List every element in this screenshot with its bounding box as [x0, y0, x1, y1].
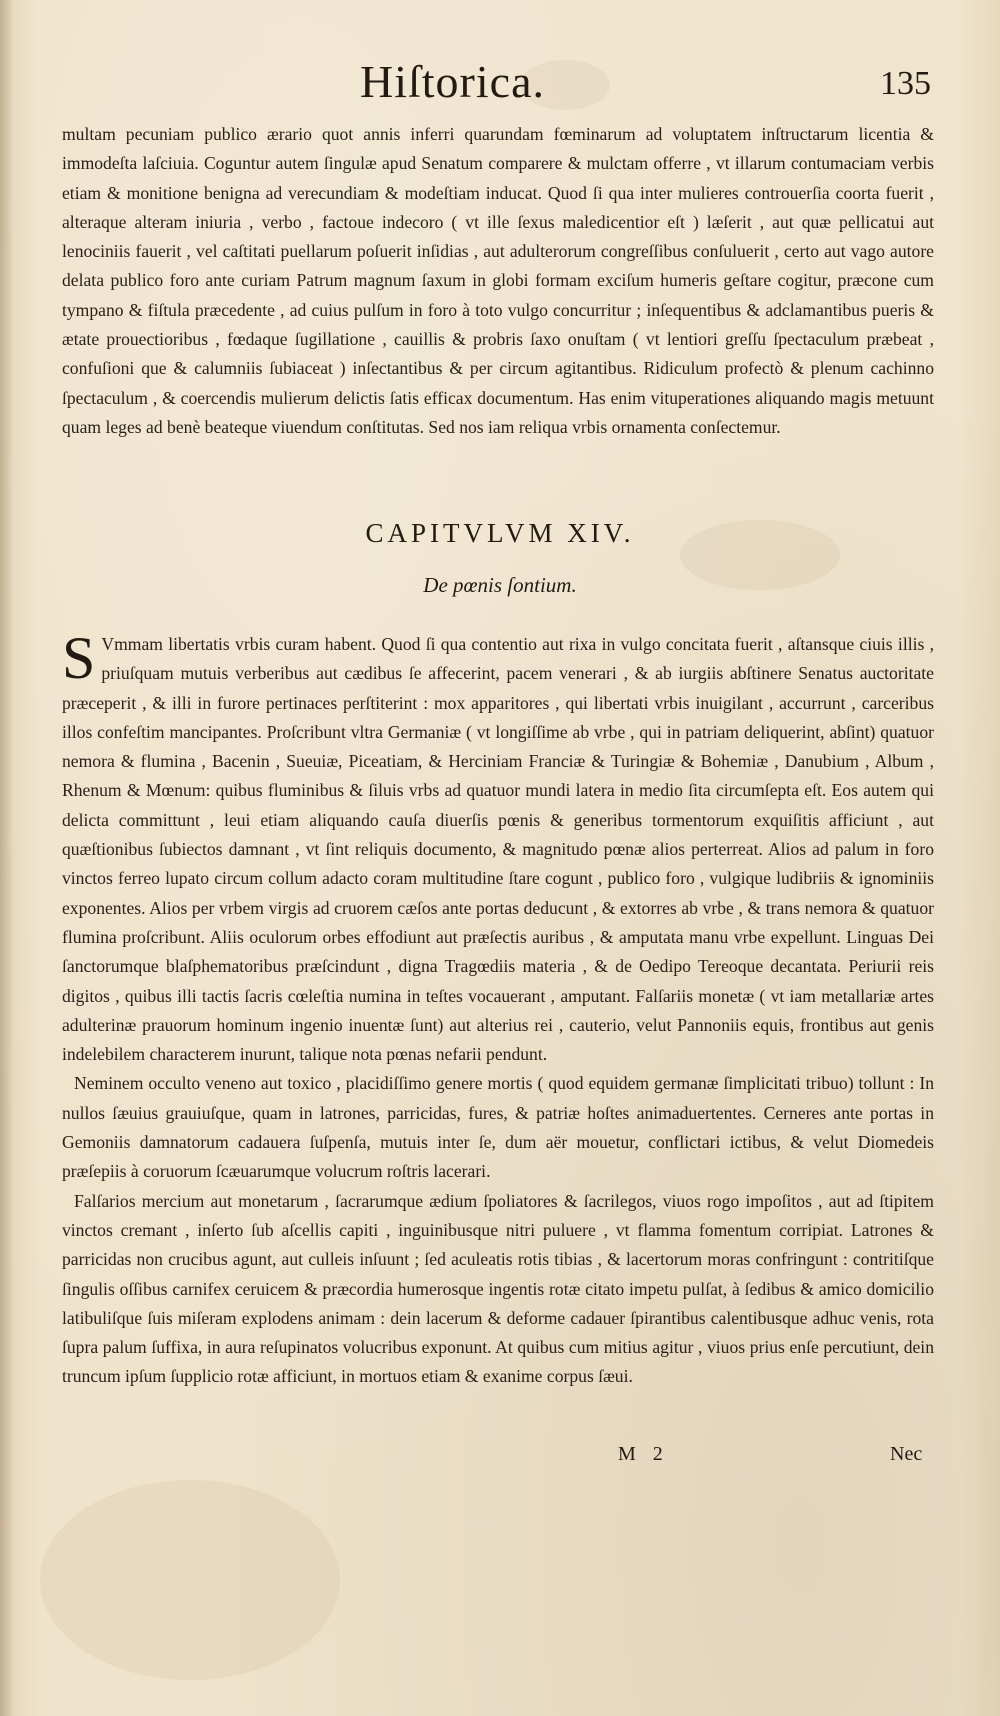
paragraph [62, 625, 934, 1069]
drop-cap: S [62, 625, 96, 691]
catchword: Nec [890, 1443, 923, 1465]
page-footer [0, 1443, 1000, 1483]
paragraph-text: Vmmam libertatis vrbis curam habent. Quod ſi qua contentio aut rixa in vulgo concitata fuerit , aſtansque ciuis illis , priuſquam mutuis verberibus aut cædibus ſe affecerint, pacem venerari , & ab iurgiis abſtinere Senatus auctoritate præceperit , & illi in furore pertinaces perſtiterint : mox apparitores , qui libertati vrbis inuigilant , accurrunt , carceribus illos confeſtim mancipantes. Proſcribunt vltra Germaniæ ( vt longiſſime ab vrbe , qui in patriam deliquerint, abſint) quatuor nemora & flumina , Bacenin , Sueuiæ, Piceatiam, & Herciniam Franciæ & Turingiæ & Bohemiæ , Danubium , Album , Rhenum & Mœnum: quibus fluminibus & ſiluis vrbs ad quatuor mundi latera in medio ſita circumſepta eſt. Eos autem qui delicta committunt , leui etiam aliquando cauſa diuerſis pœnis & generibus tormentorum exquiſitis afficiunt , aut quæſtionibus ſubiectos damnant , vt ſint reliquis documento, & magnitudo pœnæ alios perterreat. Alios ad palum in foro vinctos ferreo lupato circum collum adacto coram multitudine ſtare cogunt , publico foro , vulgique ludibriis & ignominiis exponentes. Alios per vrbem virgis ad cruorem cæſos ante portas deducunt , & extorres ab vrbe , & trans nemora & quatuor flumina proſcribunt. Aliis oculorum orbes effodiunt aut præſectis auribus , & amputata manu vrbe expellunt. Linguas Dei ſanctorumque blaſphematoribus præſcindunt , digna Tragœdiis materia , & de Oedipo Tereoque decantata. Periurii reis digitos , quibus illi tactis ſacris cœleſtia numina in teſtes vocauerant , amputant. Falſariis monetæ ( vt iam metallariæ artes adulterinæ prauorum hominum ingenio inuentæ ſunt) aut alterius rei , cauterio, velut Pannoniis equis, frontibus aut genis indelebilem characterem inurunt, talique nota pœnas nefarii pendunt. [62, 634, 934, 1065]
paragraph: Neminem occulto veneno aut toxico , placidiſſimo genere mortis ( quod equidem germanæ ſimplicitati tribuo) tollunt : In nullos ſæuius grauiuſque, quam in latrones, parricidas, fures, & patriæ hoſtes animaduertentes. Cerneres ante portas in Gemoniis damnatorum cadauera ſuſpenſa, mutuis inter ſe, dum aër mouetur, conflictari ictibus, & velut Diomedeis præſepiis à coruorum ſcæuarumque volucrum roſtris lacerari. [62, 1073, 934, 1182]
chapter-subtitle: De pœnis ſontium. [423, 573, 577, 597]
chapter-title: CAPITVLVM XIV. [365, 518, 635, 548]
running-head: Hiſtorica. [360, 56, 545, 107]
paragraph: Falſarios mercium aut monetarum , ſacrarumque ædium ſpoliatores & ſacrilegos, viuos rogo impoſitos , aut ad ſtipitem vinctos cremant , inſerto ſub aſcellis capiti , inguinibusque nitri puluere , vt flamma fomentum corripiat. Latrones & parricidas non crucibus agunt, aut culleis inſuunt ; ſed aculeatis rotis tibias , & lacertorum moras confringunt : contritiſque ſingulis oſſibus carnifex ceruicem & præcordia humerosque ingentis rotæ citato impetu pulſat, à ſedibus & amico domicilio latibuliſque ſuis miſeram explodens animam : dein lacerum & deforme cadauer ſpirantibus calentibusque adhuc venis, rota ſupra palum ſuffixa, in aura reſupinatos volucribus exponunt. At quibus cum mitius agitur , viuos prius enſe percutiunt, dein truncum ipſum ſupplicio rotæ afficiunt, in mortuos etiam & exanime corpus ſæui. [62, 1190, 934, 1387]
paper-stain [40, 1480, 340, 1680]
page-number: 135 [880, 65, 931, 102]
paragraph: multam pecuniam publico ærario quot annis inferri quarundam fœminarum ad voluptatem inſtructarum licentia & immodeſta laſciuia. Coguntur autem ſingulæ apud Senatum comparere & mulctam offerre , vt illarum contumaciam verbis etiam & monitione benigna ad verecundiam & modeſtiam inducat. Quod ſi qua inter mulieres controuerſia coorta fuerit , alteraque alteram iniuria , verbo , factoue indecoro ( vt ille ſexus maledicentior eſt ) læſerit , aut quæ pellicatui aut lenociniis fauerit , vel caſtitati puellarum poſuerit inſidias , aut adulterorum congreſſibus conſuluerit , certo aut vago autore delata publico foro ante curiam Patrum magnum ſaxum in globi formam exciſum humeris geſtare cogitur, præcone cum tympano & fiſtula præcedente , ad cuius pulſum in foro à toto vulgo concurritur ; inſequentibus & adclamantibus pueris & ætate prouectioribus , fœdaque ſugillatione , cauillis & probris ſaxo onuſtam ( vt lentiori greſſu ſpectaculum præbeat , confuſioni que & calumniis ſubiaceat ) inſectantibus & per circum agitantibus. Ridiculum profectò & plenum cachinno ſpectaculum , & coercendis mulierum delictis ſatis efficax documentum. Has enim vituperationes aliquando magis metuunt quam leges ad benè beateque viuendum conſtitutas. Sed nos iam reliqua vrbis ornamenta conſectemur. [62, 124, 934, 437]
signature-mark: M 2 [618, 1443, 669, 1465]
text-block-1 [62, 120, 934, 442]
text-block-2 [62, 625, 934, 1392]
page-header [0, 55, 1000, 115]
